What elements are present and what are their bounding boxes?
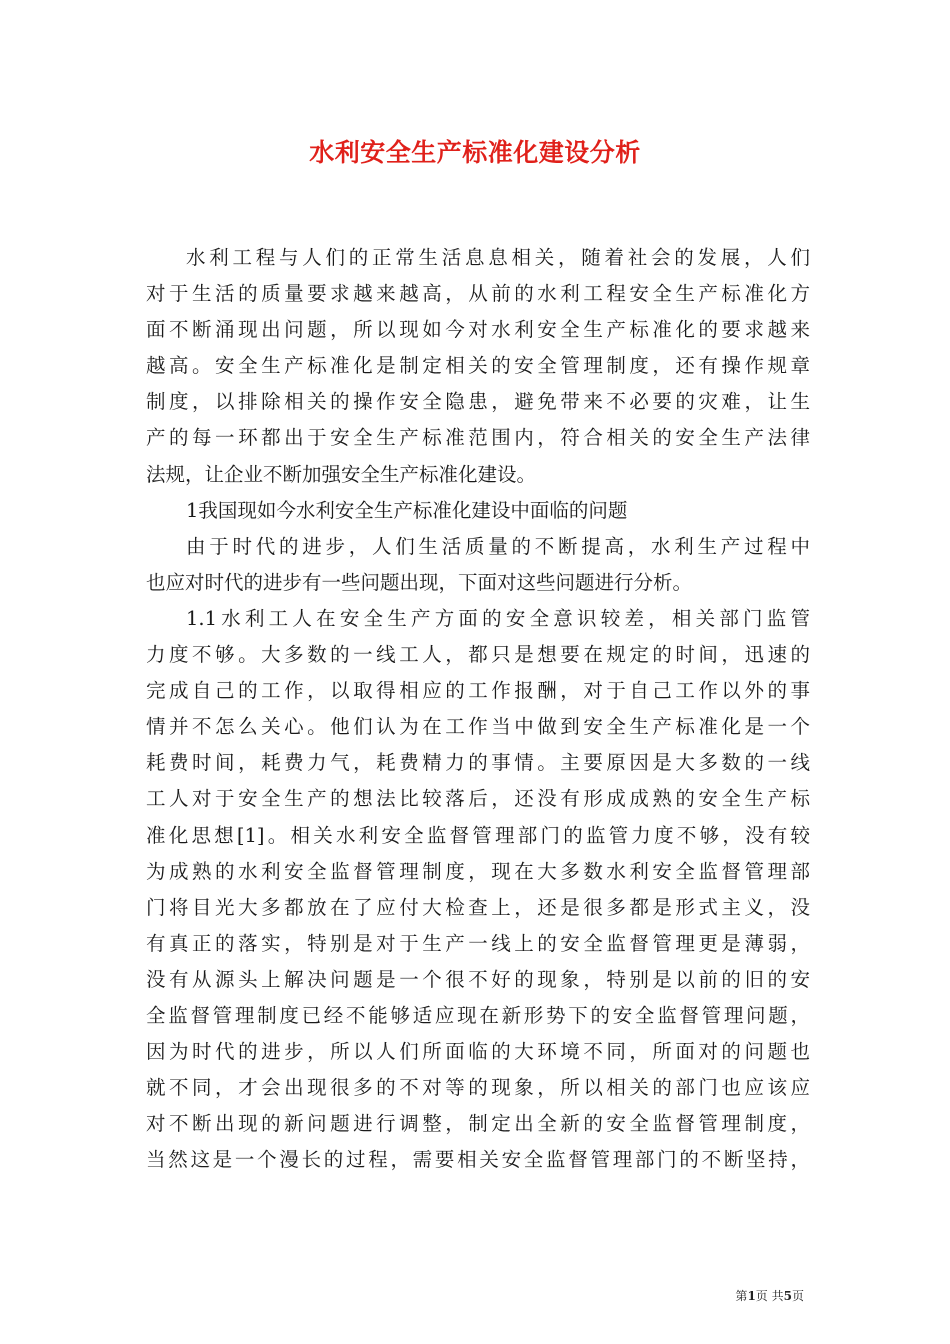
body-line: 产的每一环都出于安全生产标准范围内，符合相关的安全生产法律 [146,426,810,450]
body-line: 力度不够。大多数的一线工人，都只是想要在规定的时间，迅速的 [146,643,810,667]
body-line: 就不同，才会出现很多的不对等的现象，所以相关的部门也应该应 [146,1076,810,1100]
footer-suffix: 页 [791,1289,804,1303]
body-line: 由于时代的进步，人们生活质量的不断提高，水利生产过程中 [186,534,810,558]
body-line: 面不断涌现出问题，所以现如今对水利安全生产标准化的要求越来 [146,318,810,342]
current-page-number: 1 [747,1289,756,1303]
body-line: 没有从源头上解决问题是一个很不好的现象，特别是以前的旧的安 [146,967,810,991]
body-line: 当然这是一个漫长的过程，需要相关安全监督管理部门的不断坚持， [146,1148,810,1172]
body-line: 情并不怎么关心。他们认为在工作当中做到安全生产标准化是一个 [146,715,810,739]
body-line: 工人对于安全生产的想法比较落后，还没有形成成熟的安全生产标 [146,787,810,811]
page-number-footer [735,1287,804,1304]
body-line: 全监督管理制度已经不能够适应现在新形势下的安全监督管理问题， [146,1003,810,1027]
document-body [146,240,810,1178]
body-line: 有真正的落实，特别是对于生产一线上的安全监督管理更是薄弱， [146,931,810,955]
body-line: 准化思想[1]。相关水利安全监督管理部门的监管力度不够，没有较 [146,823,810,847]
body-line: 耗费时间，耗费力气，耗费精力的事情。主要原因是大多数的一线 [146,751,810,775]
body-line: 1.1水利工人在安全生产方面的安全意识较差，相关部门监管 [186,606,810,630]
footer-middle: 页 共 [755,1289,784,1303]
body-line: 制度，以排除相关的操作安全隐患，避免带来不必要的灾难，让生 [146,390,810,414]
body-line: 法规，让企业不断加强安全生产标准化建设。 [146,462,537,486]
body-line: 对不断出现的新问题进行调整，制定出全新的安全监督管理制度， [146,1112,810,1136]
body-line: 水利工程与人们的正常生活息息相关，随着社会的发展，人们 [186,246,810,269]
body-line: 完成自己的工作，以取得相应的工作报酬，对于自己工作以外的事 [146,679,810,703]
footer-prefix: 第 [735,1289,748,1303]
document-title: 水利安全生产标准化建设分析 [309,138,641,167]
total-pages-number: 5 [783,1289,792,1303]
body-line: 因为时代的进步，所以人们所面临的大环境不同，所面对的问题也 [146,1040,810,1064]
body-line: 门将目光大多都放在了应付大检查上，还是很多都是形式主义，没 [146,895,810,919]
body-line: 为成熟的水利安全监督管理制度，现在大多数水利安全监督管理部 [146,859,810,883]
section-heading: 1我国现如今水利安全生产标准化建设中面临的问题 [186,498,628,522]
body-line: 对于生活的质量要求越来越高，从前的水利工程安全生产标准化方 [146,282,810,306]
body-line: 也应对时代的进步有一些问题出现，下面对这些问题进行分析。 [146,570,693,594]
body-line: 越高。安全生产标准化是制定相关的安全管理制度，还有操作规章 [146,354,810,378]
